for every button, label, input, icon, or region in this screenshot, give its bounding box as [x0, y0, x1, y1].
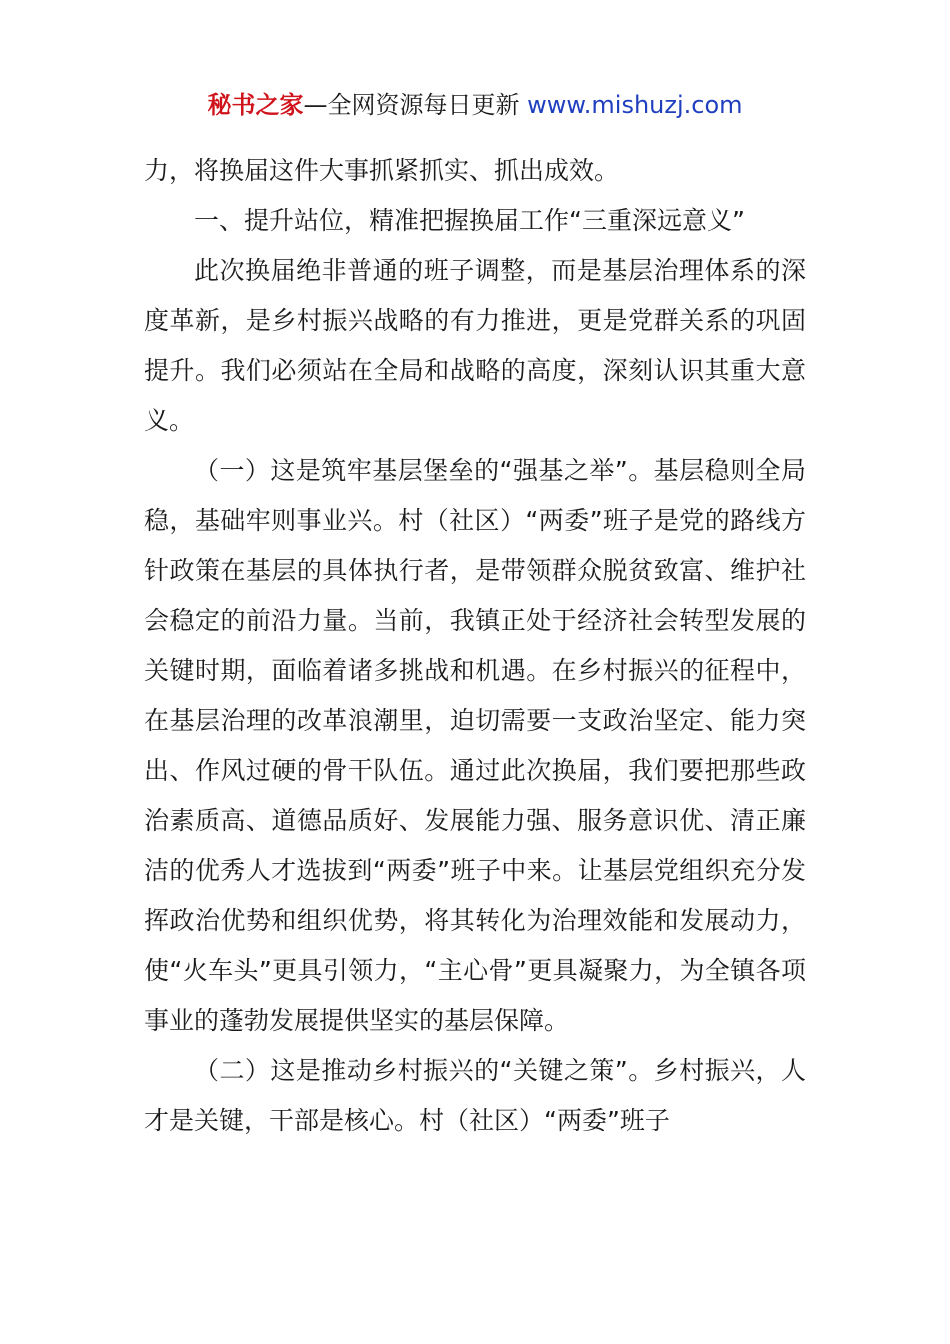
section-heading: 一、提升站位，精准把握换届工作“三重深远意义”	[194, 206, 745, 235]
site-header	[0, 88, 950, 122]
paragraph: （二）这是推动乡村振兴的“关键之策”。乡村振兴，人才是关键，干部是核心。村（社区）“两委”班子	[144, 1056, 806, 1135]
site-slogan: —全网资源每日更新	[303, 91, 520, 119]
paragraph: （一）这是筑牢基层堡垒的“强基之举”。基层稳则全局稳，基础牢则事业兴。村（社区）“两委”班子是党的路线方针政策在基层的具体执行者，是带领群众脱贫致富、维护社会稳定的前沿力量。当前，我镇正处于经济社会转型发展的关键时期，面临着诸多挑战和机遇。在乡村振兴的征程中，在基层治理的改革浪潮里，迫切需要一支政治坚定、能力突出、作风过硬的骨干队伍。通过此次换届，我们要把那些政治素质高、道德品质好、发展能力强、服务意识优、清正廉洁的优秀人才选拔到“两委”班子中来。让基层党组织充分发挥政治优势和组织优势，将其转化为治理效能和发展动力，使“火车头”更具引领力，“主心骨”更具凝聚力，为全镇各项事业的蓬勃发展提供坚实的基层保障。	[144, 456, 806, 1035]
site-brand: 秘书之家	[207, 91, 304, 119]
paragraph-continuation: 力，将换届这件大事抓紧抓实、抓出成效。	[144, 156, 620, 185]
paragraph: 此次换届绝非普通的班子调整，而是基层治理体系的深度革新，是乡村振兴战略的有力推进，更是党群关系的巩固提升。我们必须站在全局和战略的高度，深刻认识其重大意义。	[144, 256, 806, 435]
site-url[interactable]: www.mishuzj.com	[527, 91, 743, 119]
document-body	[144, 146, 806, 1146]
